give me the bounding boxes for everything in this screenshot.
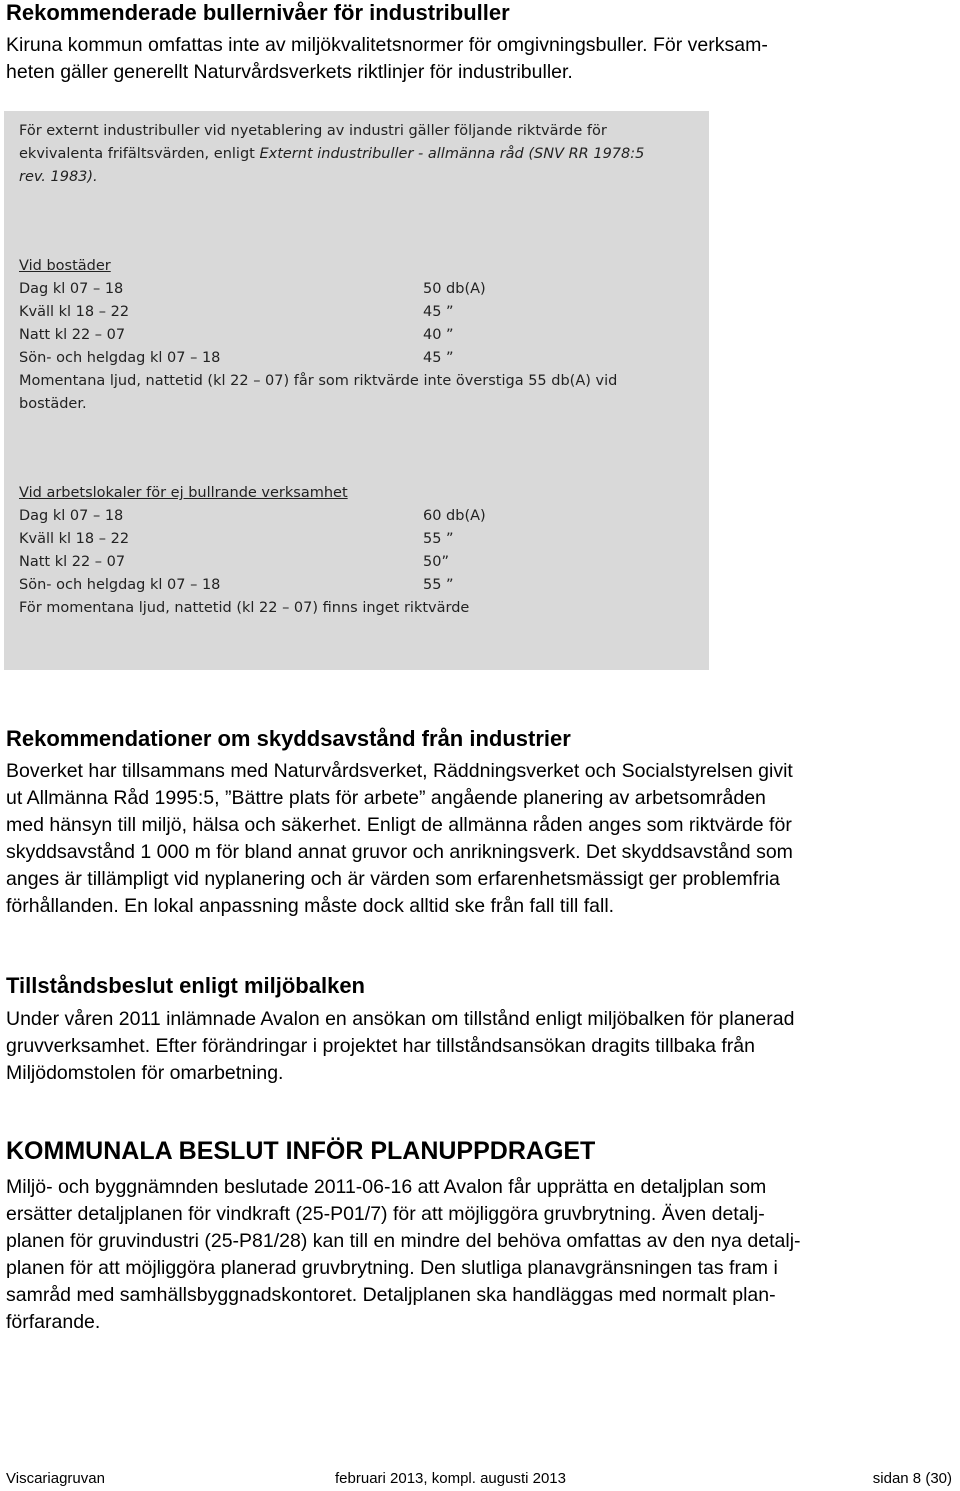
- section-body-safety-distance: [6, 758, 793, 920]
- row-label: Natt kl 22 – 07: [19, 327, 126, 343]
- table-row: [19, 278, 699, 301]
- body-line: med hänsyn till miljö, hälsa och säkerhet. Enligt de allmänna råden anges som riktvärde för: [6, 814, 792, 836]
- body-line: heten gäller generellt Naturvårdsverkets riktlinjer för industribuller.: [6, 61, 573, 83]
- row-value: 45 ”: [423, 350, 454, 366]
- section-body-permit-decision: [6, 1006, 794, 1087]
- table-row: [19, 347, 699, 370]
- body-line: Miljö- och byggnämnden beslutade 2011-06-16 att Avalon får upprätta en detaljplan som: [6, 1176, 767, 1198]
- section-heading-municipal-decisions: KOMMUNALA BESLUT INFÖR PLANUPPDRAGET: [6, 1137, 596, 1165]
- body-line: Miljödomstolen för omarbetning.: [6, 1062, 284, 1084]
- row-value: 50”: [423, 554, 449, 570]
- body-line: ut Allmänna Råd 1995:5, ”Bättre plats för arbete” angående planering av arbetsområden: [6, 787, 766, 809]
- body-line: gruvverksamhet. Efter förändringar i projektet har tillståndsansökan dragits tillbaka från: [6, 1035, 755, 1057]
- body-line: planen för gruvindustri (25-P81/28) kan till en mindre del behöva omfattas av den nya detalj-: [6, 1230, 801, 1252]
- row-label: Sön- och helgdag kl 07 – 18: [19, 577, 221, 593]
- row-value: 55 ”: [423, 577, 454, 593]
- table-row: [19, 505, 699, 528]
- box-intro: [19, 120, 644, 189]
- section-body-noise-levels: [6, 32, 768, 86]
- row-label: Natt kl 22 – 07: [19, 554, 126, 570]
- section-heading-safety-distance: Rekommendationer om skyddsavstånd från industrier: [6, 726, 571, 751]
- housing-title: Vid bostäder: [19, 258, 111, 274]
- workplaces-title: Vid arbetslokaler för ej bullrande verksamhet: [19, 485, 348, 501]
- body-line: Under våren 2011 inlämnade Avalon en ansökan om tillstånd enligt miljöbalken för planerad: [6, 1008, 795, 1030]
- footer-page-number: sidan 8 (30): [872, 1470, 952, 1487]
- box-intro-line: För externt industribuller vid nyetablering av industri gäller följande riktvärde för: [19, 123, 607, 139]
- table-row: [19, 324, 699, 347]
- box-intro-plain: ekvivalenta frifältsvärden, enligt: [19, 146, 260, 162]
- body-line: anges är tillämpligt vid nyplanering och är värden som erfarenhetsmässigt ger problemfria: [6, 868, 780, 890]
- row-label: Sön- och helgdag kl 07 – 18: [19, 350, 221, 366]
- row-value: 60 db(A): [423, 508, 486, 524]
- body-line: samråd med samhällsbyggnadskontoret. Detaljplanen ska handläggas med normalt plan-: [6, 1284, 776, 1306]
- section-heading-noise-levels: Rekommenderade bullernivåer för industribuller: [6, 0, 510, 25]
- row-label: Dag kl 07 – 18: [19, 281, 124, 297]
- body-line: ersätter detaljplanen för vindkraft (25-P01/7) för att möjliggöra gruvbrytning. Även detalj-: [6, 1203, 765, 1225]
- row-value: 50 db(A): [423, 281, 486, 297]
- table-row: [19, 528, 699, 551]
- note-line: Momentana ljud, nattetid (kl 22 – 07) får som riktvärde inte överstiga 55 db(A) vid: [19, 373, 618, 389]
- body-line: förhållanden. En lokal anpassning måste dock alltid ske från fall till fall.: [6, 895, 615, 917]
- table-row: [19, 574, 699, 597]
- box-intro-line: [19, 143, 644, 166]
- row-value: 40 ”: [423, 327, 454, 343]
- section-body-municipal-decisions: [6, 1174, 801, 1336]
- box-intro-reference: Externt industribuller - allmänna råd (SNV RR 1978:5: [259, 146, 645, 162]
- body-line: förfarande.: [6, 1311, 101, 1333]
- body-line: planen för att möjliggöra planerad gruvbrytning. Den slutliga planavgränsningen tas fram i: [6, 1257, 778, 1279]
- row-label: Kväll kl 18 – 22: [19, 531, 130, 547]
- footer-project-name: Viscariagruvan: [6, 1470, 105, 1487]
- note-line: bostäder.: [19, 396, 87, 412]
- table-row: [19, 301, 699, 324]
- footer-date: februari 2013, kompl. augusti 2013: [335, 1470, 566, 1487]
- housing-section: [19, 255, 699, 416]
- row-value: 55 ”: [423, 531, 454, 547]
- body-line: Kiruna kommun omfattas inte av miljökvalitetsnormer för omgivningsbuller. För verksam-: [6, 34, 768, 56]
- workplaces-note: För momentana ljud, nattetid (kl 22 – 07) finns inget riktvärde: [19, 600, 470, 616]
- body-line: Boverket har tillsammans med Naturvårdsverket, Räddningsverket och Socialstyrelsen givit: [6, 760, 793, 782]
- housing-note: [19, 370, 699, 416]
- body-line: skyddsavstånd 1 000 m för bland annat gruvor och anrikningsverk. Det skyddsavstånd som: [6, 841, 793, 863]
- table-row: [19, 551, 699, 574]
- row-label: Kväll kl 18 – 22: [19, 304, 130, 320]
- workplaces-section: [19, 482, 699, 620]
- box-intro-line: rev. 1983).: [19, 169, 98, 185]
- section-heading-permit-decision: Tillståndsbeslut enligt miljöbalken: [6, 973, 365, 998]
- row-label: Dag kl 07 – 18: [19, 508, 124, 524]
- row-value: 45 ”: [423, 304, 454, 320]
